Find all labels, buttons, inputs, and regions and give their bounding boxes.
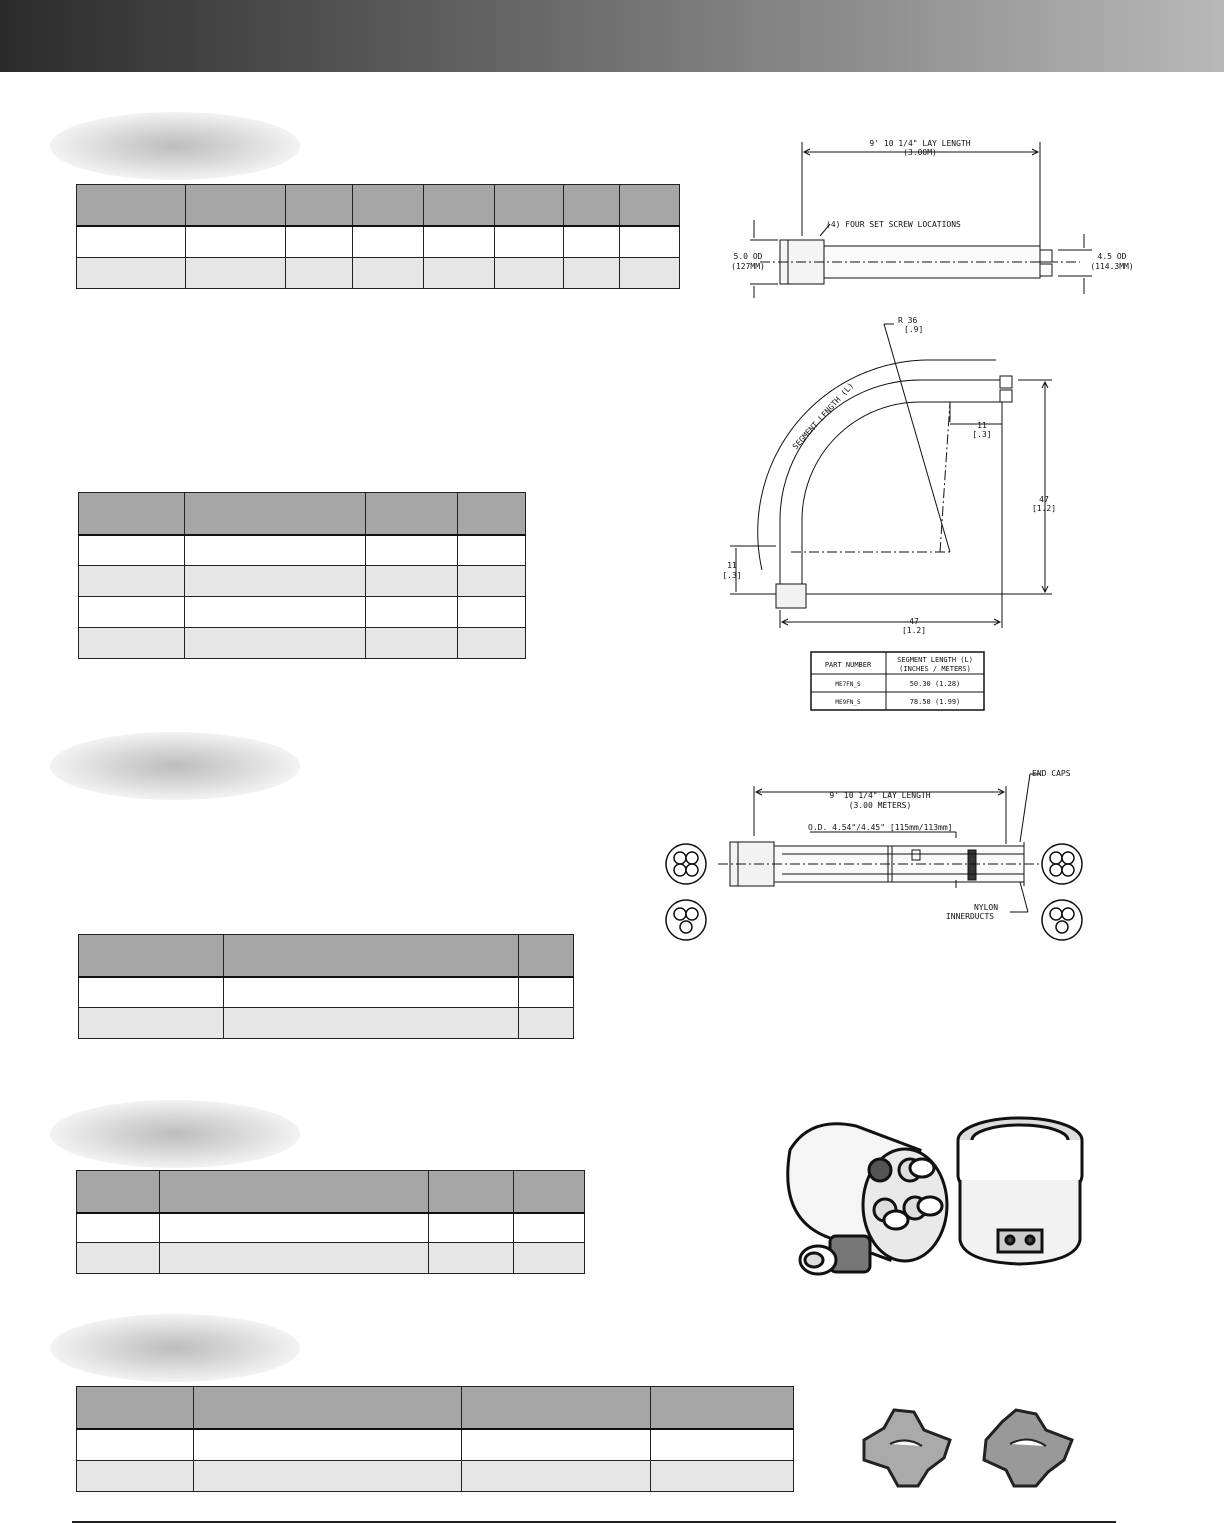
- dim-47-vert-metric: [1.2]: [1031, 504, 1057, 513]
- nylon-label: NYLON: [973, 903, 999, 912]
- lay-length-label: 9' 10 1/4" LAY LENGTH: [869, 139, 971, 148]
- innerduct-lay-length: 9' 10 1/4" LAY LENGTH: [829, 791, 931, 800]
- header-bar: [0, 0, 1224, 72]
- od-right-label: 4.5 OD: [1097, 252, 1127, 261]
- innerduct-drawing: [658, 762, 1098, 946]
- spec-table-3: [78, 934, 574, 1039]
- set-screw-label: (4) FOUR SET SCREW LOCATIONS: [826, 220, 961, 229]
- elbow-table-col2-line1: SEGMENT LENGTH (L): [897, 656, 973, 664]
- innerduct-cross-section-left: [666, 844, 706, 940]
- elbow-table-col2-line2: (INCHES / METERS): [899, 665, 971, 673]
- elbow-table-part: ME9FN_S: [835, 699, 861, 706]
- dim-11-top: 11: [977, 421, 987, 430]
- fittings-illustration: [770, 1110, 1100, 1290]
- elbow-table-length: 50.30 (1.28): [909, 680, 961, 688]
- spec-table-1: [76, 184, 680, 289]
- section-badge-4: [50, 1314, 300, 1382]
- innerduct-lay-length-metric: (3.00 METERS): [848, 801, 912, 810]
- spec-table-5: [76, 1386, 794, 1492]
- dim-11-top-metric: [.3]: [972, 430, 992, 439]
- section-badge-1: [50, 112, 300, 180]
- elbow-table-col1: PART NUMBER: [824, 661, 872, 669]
- dim-47-horz: 47: [909, 617, 919, 626]
- segment-length-label: SEGMENT LENGTH (L): [790, 380, 856, 452]
- innerduct-od-label: O.D. 4.54"/4.45" [115mm/113mm]: [808, 823, 953, 832]
- end-caps-label: END CAPS: [1032, 769, 1071, 778]
- dim-11-side-metric: [.3]: [722, 571, 742, 580]
- spacers-illustration: [850, 1400, 1090, 1500]
- od-left-metric: (127MM): [731, 262, 765, 271]
- radius-label: R 36: [898, 316, 918, 325]
- straight-conduit-drawing: [720, 128, 1150, 300]
- elbow-table-length: 78.50 (1.99): [909, 698, 961, 706]
- dim-47-vert: 47: [1039, 495, 1049, 504]
- innerducts-label: INNERDUCTS: [945, 912, 995, 921]
- spec-table-4: [76, 1170, 585, 1274]
- lay-length-metric: (3.00M): [903, 148, 937, 157]
- od-right-metric: (114.3MM): [1090, 262, 1134, 271]
- dim-11-side: 11: [727, 561, 737, 570]
- section-badge-2: [50, 732, 300, 800]
- spec-table-2: [78, 492, 526, 659]
- dim-47-horz-metric: [1.2]: [901, 626, 927, 635]
- elbow-drawing: [700, 310, 1120, 720]
- od-left-label: 5.0 OD: [733, 252, 763, 261]
- section-badge-3: [50, 1100, 300, 1168]
- radius-metric: [.9]: [904, 325, 924, 334]
- innerduct-cross-section-right: [1042, 844, 1082, 940]
- elbow-table-part: ME7FN_S: [835, 681, 861, 688]
